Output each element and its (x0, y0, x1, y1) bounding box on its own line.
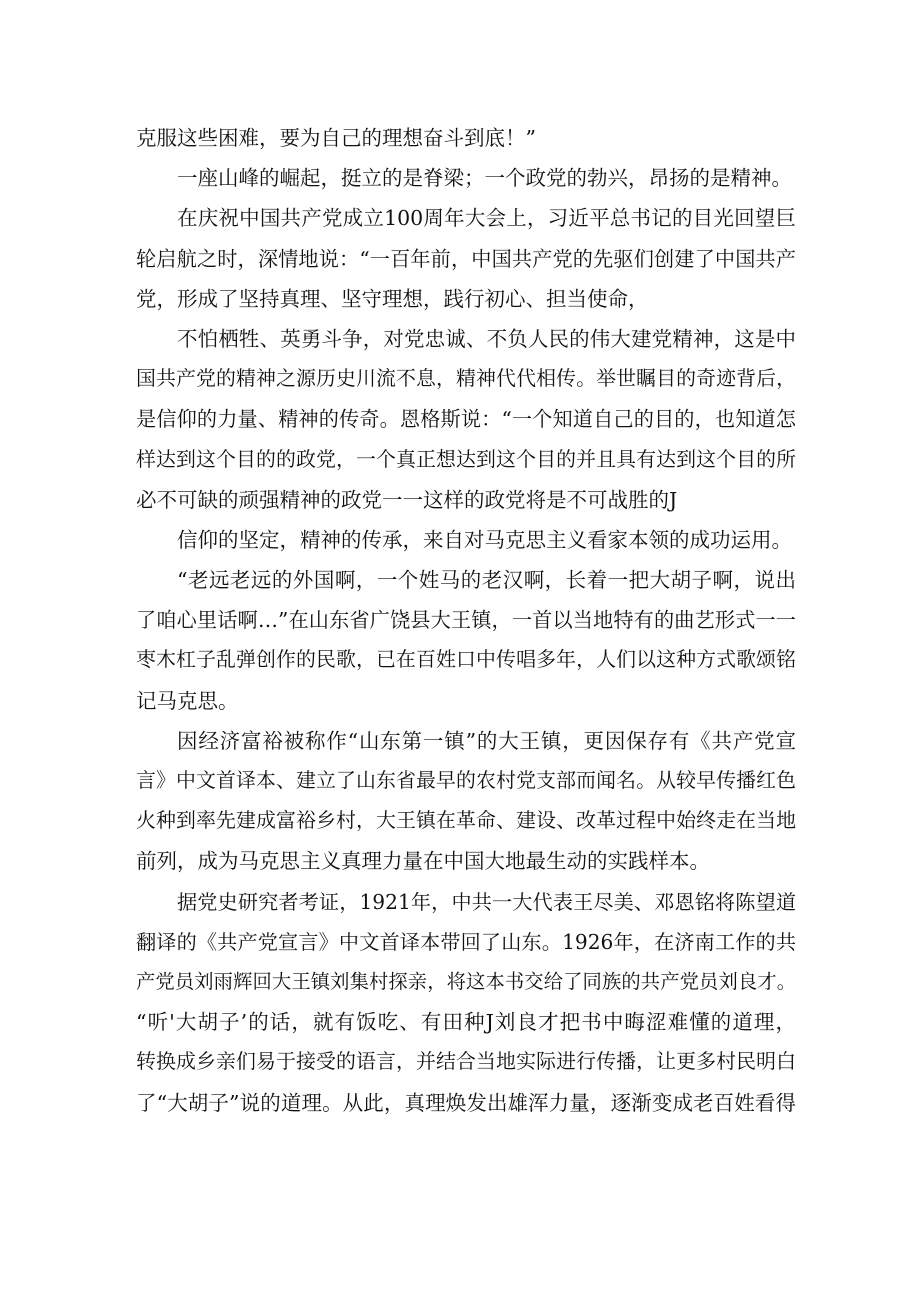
text-line: 枣木杠子乱弹创作的民歌，已在百姓口中传唱多年，人们以这种方式歌颂铭 (136, 648, 796, 672)
text-line: 了“大胡子”说的道理。从此，真理焕发出雄浑力量，逐渐变成老百姓看得 (136, 1090, 796, 1115)
text-line: 必不可缺的顽强精神的政党一一这样的政党将是不可战胜的J (136, 487, 678, 512)
text-line: 轮启航之时，深情地说：“一百年前，中国共产党的先驱们创建了中国共产 (136, 246, 796, 271)
text-line: 了咱心里话啊…”在山东省广饶县大王镇，一首以当地特有的曲艺形式一一 (136, 608, 796, 633)
text-line: 样达到这个目的的政党，一个真正想达到这个目的并且具有达到这个目的所 (136, 447, 796, 471)
text-line: 不怕栖牲、英勇斗争，对党忠诚、不负人民的伟大建党精神，这是中 (177, 326, 796, 351)
text-line: 火种到率先建成富裕乡村，大王镇在革命、建设、改革过程中始终走在当地 (136, 809, 796, 833)
text-line: “老远老远的外国啊，一个姓马的老汉啊，长着一把大胡子啊，说出 (177, 568, 796, 593)
text-line: 信仰的坚定，精神的传承，来自对马克思主义看家本领的成功运用。 (177, 527, 792, 552)
text-line: 翻译的《共产党宣言》中文首译本带回了山东。1926年，在济南工作的共 (136, 929, 796, 954)
body-text (136, 118, 796, 1123)
text-line: 在庆祝中国共产党成立100周年大会上，习近平总书记的目光回望巨 (177, 206, 796, 231)
text-line: 前列，成为马克思主义真理力量在中国大地最生动的实践样本。 (136, 849, 710, 874)
text-line: 一座山峰的崛起，挺立的是脊梁；一个政党的勃兴，昂扬的是精神。 (177, 166, 792, 191)
text-line: 记马克思。 (136, 688, 239, 713)
text-line: 转换成乡亲们易于接受的语言，并结合当地实际进行传播，让更多村民明白 (136, 1050, 796, 1074)
text-line: 据党史研究者考证，1921年，中共一大代表王尽美、邓恩铭将陈望道 (177, 889, 796, 914)
text-line: 党，形成了坚持真理、坚守理想，践行初心、担当使命， (136, 286, 649, 311)
text-line: 是信仰的力量、精神的传奇。恩格斯说：“一个知道自己的目的，也知道怎 (136, 407, 796, 432)
text-line: “听'大胡子’的话，就有饭吃、有田种J刘良才把书中晦涩难懂的道理， (136, 1010, 796, 1035)
text-line: 克服这些困难，要为自己的理想奋斗到底！” (136, 126, 536, 150)
text-line: 产党员刘雨辉回大王镇刘集村探亲，将这本书交给了同族的共产党员刘良才。 (136, 969, 796, 993)
text-line: 因经济富裕被称作“山东第一镇”的大王镇，更因保存有《共产党宣 (177, 728, 796, 753)
text-line: 言》中文首译本、建立了山东省最早的农村党支部而闻名。从较早传播红色 (136, 769, 796, 792)
text-line: 国共产党的精神之源历史川流不息，精神代代相传。举世瞩目的奇迹背后， (136, 367, 796, 391)
